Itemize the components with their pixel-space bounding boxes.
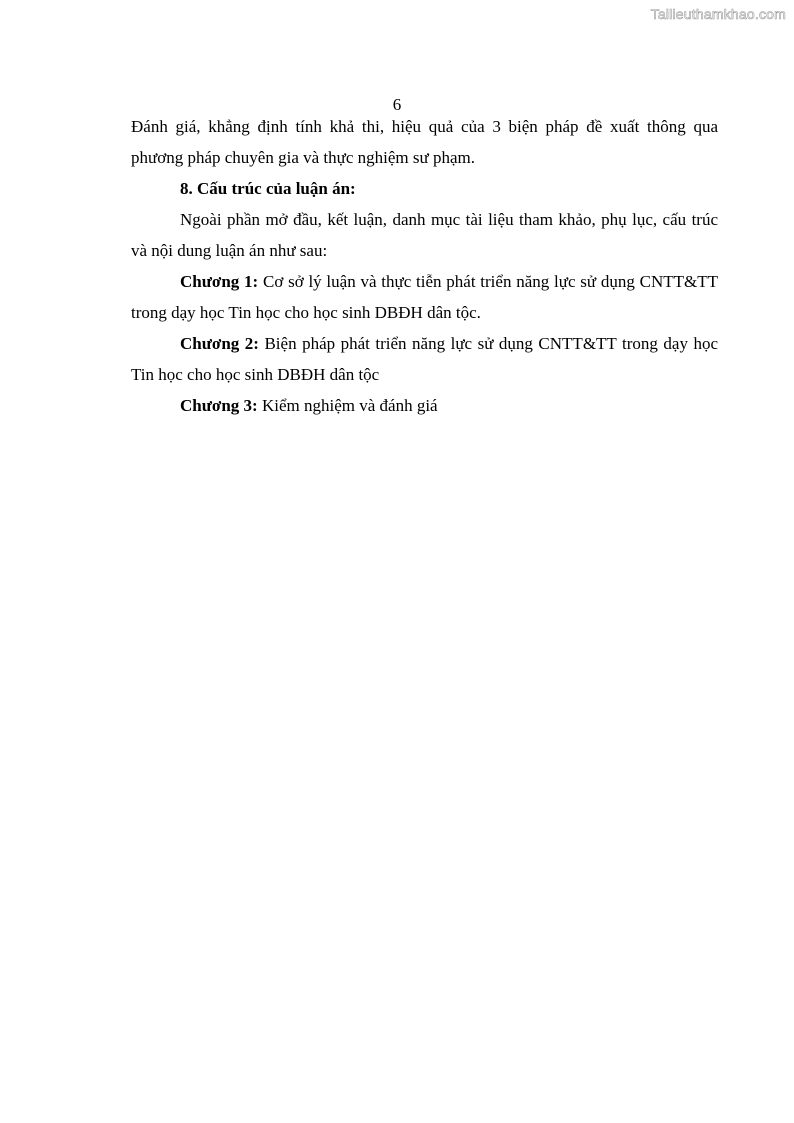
chapter-2	[131, 328, 718, 390]
paragraph-evaluation: Đánh giá, khẳng định tính khả thi, hiệu quả của 3 biện pháp đề xuất thông qua phương pháp chuyên gia và thực nghiệm sư phạm.	[131, 117, 718, 167]
paragraph-structure: Ngoài phần mở đầu, kết luận, danh mục tài liệu tham khảo, phụ lục, cấu trúc và nội dung luận án như sau:	[131, 210, 718, 260]
document-body	[131, 111, 718, 421]
page-number: 6	[392, 95, 402, 114]
chapter-3-label: Chương 3:	[180, 396, 258, 415]
chapter-2-label: Chương 2:	[180, 334, 259, 353]
chapter-1-label: Chương 1:	[180, 272, 259, 291]
watermark: Tailieuthamkhao.com	[650, 6, 786, 22]
chapter-2-text: Biện pháp phát triển năng lực sử dụng CNTT&TT trong dạy học Tin học cho học sinh DBĐH dân tộc	[131, 334, 718, 384]
chapter-3-text: Kiểm nghiệm và đánh giá	[257, 396, 438, 415]
section-heading: 8. Cấu trúc của luận án:	[180, 179, 356, 198]
chapter-1-text: Cơ sở lý luận và thực tiễn phát triển năng lực sử dụng CNTT&TT trong dạy học Tin học cho học sinh DBĐH dân tộc.	[131, 272, 718, 322]
chapter-3	[131, 390, 718, 421]
chapter-1	[131, 266, 718, 328]
